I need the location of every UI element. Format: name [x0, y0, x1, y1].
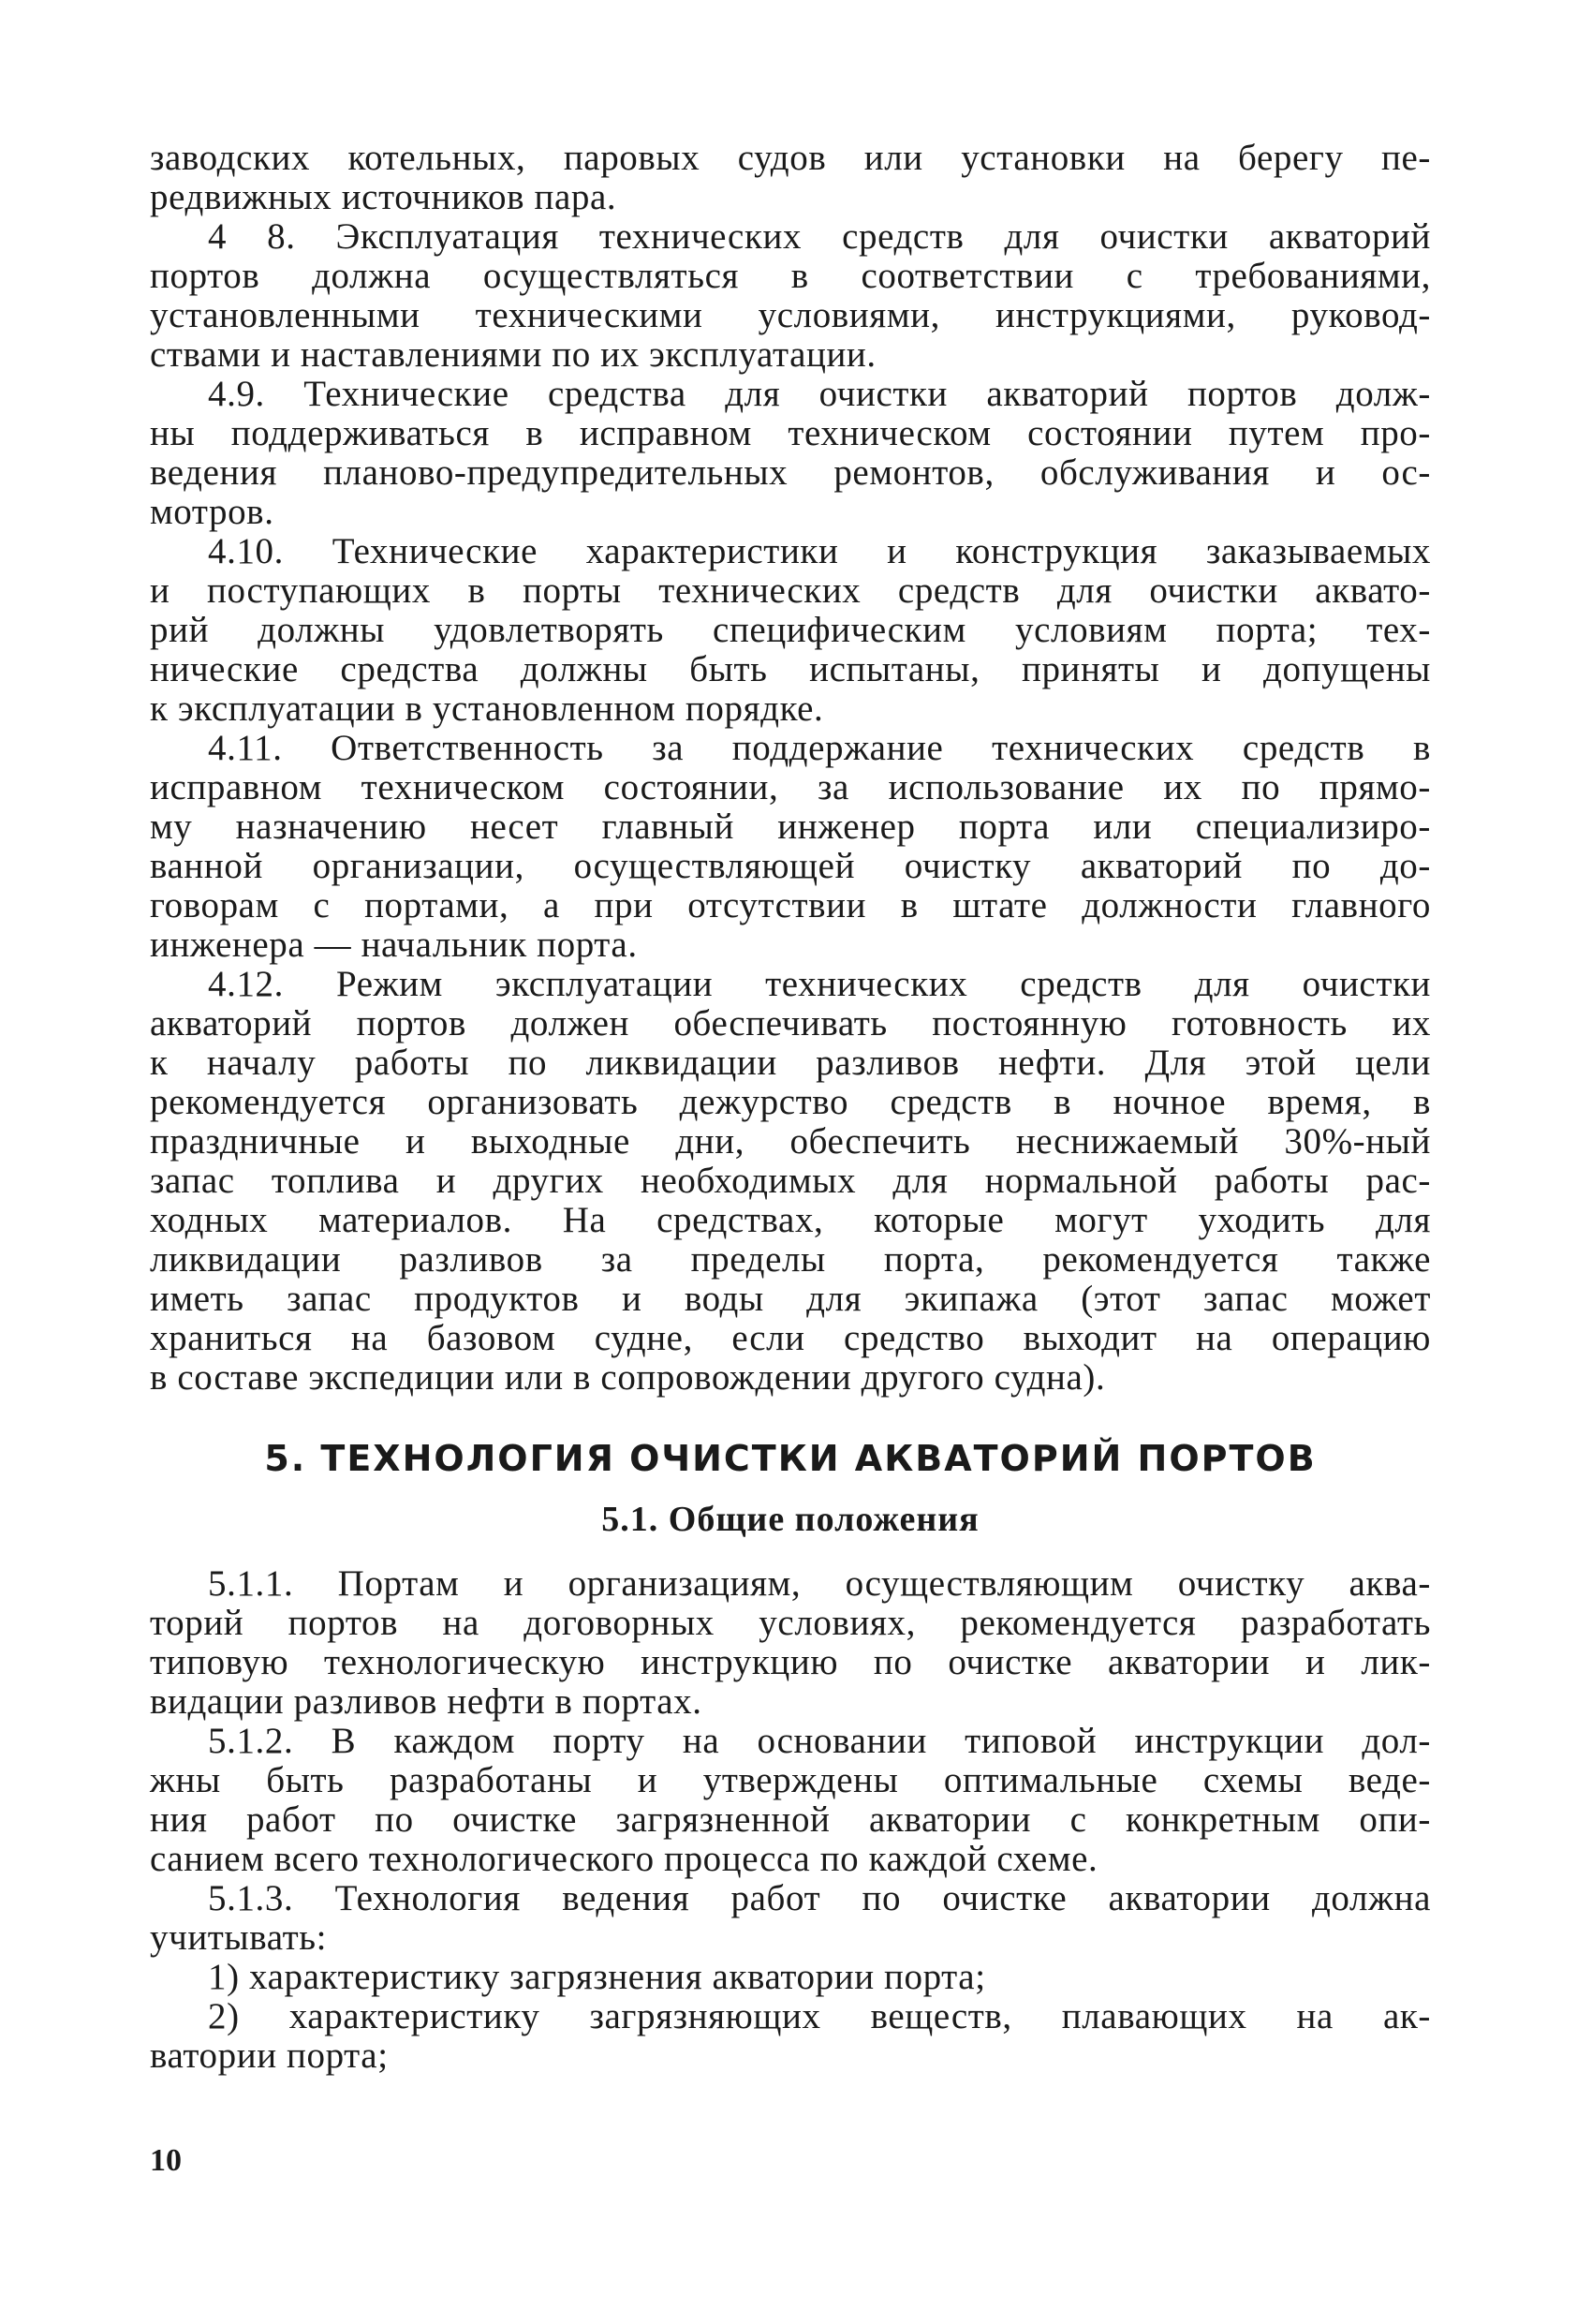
text-line: ватории порта; [150, 2035, 389, 2076]
text-line: мотров. [150, 492, 274, 532]
text-line: типовую технологическую инструкцию по очистке акватории и лик- [150, 1642, 1431, 1682]
text-line: говорам с портами, а при отсутствии в штате должности главного [150, 885, 1431, 925]
text-line: ходных материалов. На средствах, которые могут уходить для [150, 1200, 1431, 1240]
text-line: иметь запас продуктов и воды для экипажа (этот запас может [150, 1279, 1431, 1319]
text-line: заводских котельных, паровых судов или установки на берегу пе- [150, 138, 1431, 178]
text-line: установленными техническими условиями, инструкциями, руковод- [150, 295, 1431, 335]
text-line: учитывать: [150, 1917, 328, 1958]
text-line: ведения планово-предупредительных ремонтов, обслуживания и ос- [150, 452, 1431, 493]
text-line: к началу работы по ликвидации разливов нефти. Для этой цели [150, 1043, 1431, 1083]
text-line: 4.11. Ответственность за поддержание технических средств в [208, 728, 1431, 768]
page-number: 10 [150, 2143, 182, 2178]
text-line: редвижных источников пара. [150, 177, 617, 217]
text-line: 2) характеристику загрязняющих веществ, плавающих на ак- [208, 1996, 1431, 2036]
text-line: ния работ по очистке загрязненной акватории с конкретным опи- [150, 1799, 1431, 1840]
text-line: в составе экспедиции или в сопровождении другого судна). [150, 1357, 1106, 1398]
text-line: к эксплуатации в установленном порядке. [150, 688, 824, 729]
text-line: и поступающих в порты технических средств для очистки аквато- [150, 570, 1431, 611]
text-line: портов должна осуществляться в соответствии с требованиями, [150, 256, 1431, 296]
text-line: 5.1.3. Технология ведения работ по очистке акватории должна [208, 1878, 1431, 1918]
text-line: 5.1.1. Портам и организациям, осуществляющим очистку аква- [208, 1563, 1431, 1604]
text-line: ванной организации, осуществляющей очистку акваторий по до- [150, 846, 1431, 886]
text-line: жны быть разработаны и утверждены оптимальные схемы веде- [150, 1760, 1431, 1800]
text-line: санием всего технологического процесса по каждой схеме. [150, 1839, 1098, 1879]
text-line: исправном техническом состоянии, за использование их по прямо- [150, 767, 1431, 807]
section-4-text [150, 139, 1431, 1398]
text-line: рий должны удовлетворять специфическим условиям порта; тех- [150, 610, 1431, 650]
text-line: 5.1.2. В каждом порту на основании типовой инструкции дол- [208, 1721, 1431, 1761]
text-line: му назначению несет главный инженер порта или специализиро- [150, 807, 1431, 847]
text-line: рекомендуется организовать дежурство средств в ночное время, в [150, 1082, 1431, 1122]
document-page [150, 139, 1431, 2076]
text-line: запас топлива и других необходимых для нормальной работы рас- [150, 1161, 1431, 1201]
text-line: ны поддерживаться в исправном техническом состоянии путем про- [150, 413, 1431, 453]
text-line: акваторий портов должен обеспечивать постоянную готовность их [150, 1003, 1431, 1044]
text-line: торий портов на договорных условиях, рекомендуется разработать [150, 1603, 1431, 1643]
text-line: 1) характеристику загрязнения акватории порта; [208, 1957, 986, 1997]
subsection-5-1-heading: 5.1. Общие положения [601, 1500, 980, 1539]
text-line: 4.12. Режим эксплуатации технических средств для очистки [208, 964, 1431, 1004]
text-line: нические средства должны быть испытаны, приняты и допущены [150, 649, 1431, 689]
text-line: инженера — начальник порта. [150, 925, 638, 965]
text-line: ствами и наставлениями по их эксплуатации. [150, 334, 877, 375]
text-line: 4.10. Технические характеристики и конструкция заказываемых [208, 531, 1431, 571]
text-line: видации разливов нефти в портах. [150, 1681, 702, 1722]
text-line: 4 8. Эксплуатация технических средств для очистки акваторий [208, 216, 1431, 257]
text-line: храниться на базовом судне, если средство выходит на операцию [150, 1318, 1431, 1358]
section-5-heading: 5. ТЕХНОЛОГИЯ ОЧИСТКИ АКВАТОРИЙ ПОРТОВ [264, 1438, 1317, 1479]
text-line: ликвидации разливов за пределы порта, рекомендуется также [150, 1239, 1431, 1280]
text-line: 4.9. Технические средства для очистки акваторий портов долж- [208, 374, 1431, 414]
text-line: праздничные и выходные дни, обеспечить неснижаемый 30%-ный [150, 1121, 1431, 1162]
section-5-text [150, 1564, 1431, 2076]
